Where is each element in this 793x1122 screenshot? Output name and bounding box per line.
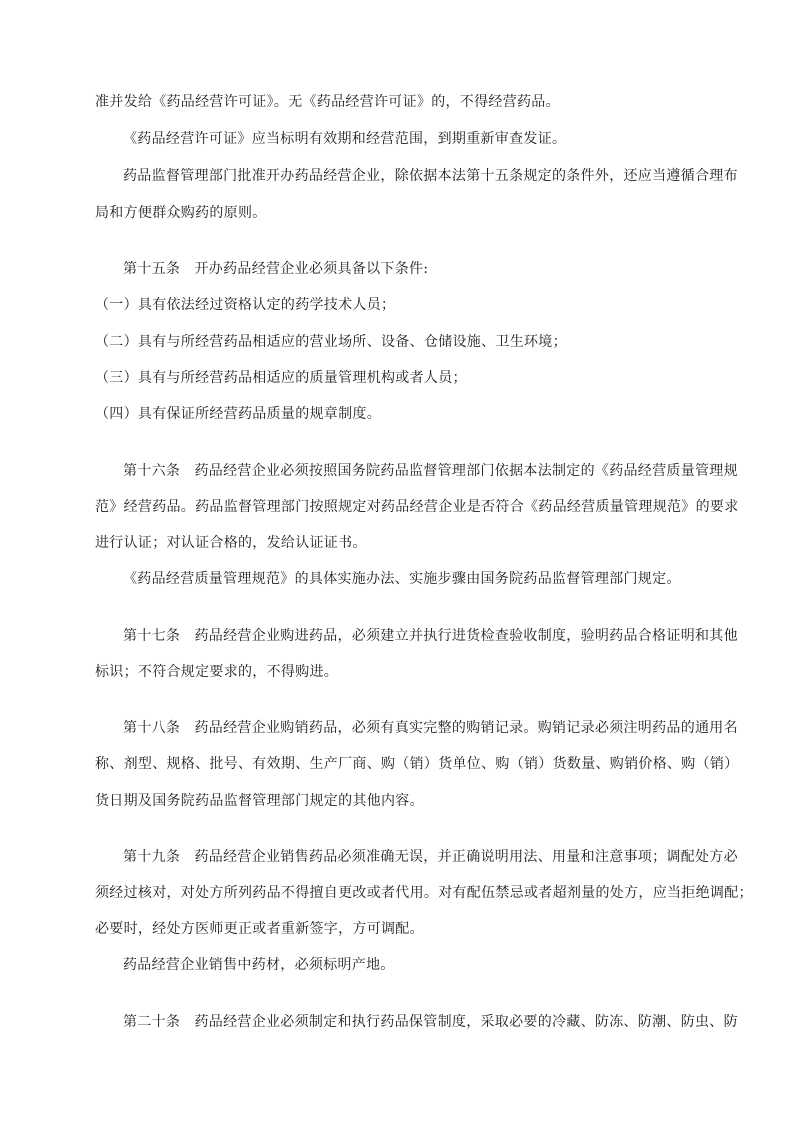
list-item: （四）具有保证所经营药品质量的规章制度。 [95,406,381,422]
list-item: （一）具有依法经过资格认定的药学技术人员； [95,297,396,313]
text-line: 进行认证；对认证合格的，发给认证证书。 [95,535,367,551]
article-heading: 第二十条 药品经营企业必须制定和执行药品保管制度，采取必要的冷藏、防冻、防潮、防虫、防 [123,1014,738,1030]
text-line: 药品监督管理部门批准开办药品经营企业，除依据本法第十五条规定的条件外，还应当遵循合理布 [123,168,738,184]
text-line: 范》经营药品。药品监督管理部门按照规定对药品经营企业是否符合《药品经营质量管理规范》的要求 [95,499,739,515]
article-heading: 第十八条 药品经营企业购销药品，必须有真实完整的购销记录。购销记录必须注明药品的通用名 [123,720,738,736]
text-line: 准并发给《药品经营许可证》。无《药品经营许可证》的，不得经营药品。 [95,94,560,110]
text-line: 货日期及国务院药品监督管理部门规定的其他内容。 [95,793,424,809]
article-heading: 第十九条 药品经营企业销售药品必须准确无误，并正确说明用法、用量和注意事项；调配处方必 [123,849,738,865]
text-line: 局和方便群众购药的原则。 [95,205,267,221]
list-item: （三）具有与所经营药品相适应的质量管理机构或者人员； [95,370,467,386]
article-heading: 第十六条 药品经营企业必须按照国务院药品监督管理部门依据本法制定的《药品经营质量管理规 [123,463,738,479]
text-line: 须经过核对，对处方所列药品不得擅自更改或者代用。对有配伍禁忌或者超剂量的处方，应当拒绝调配； [95,885,753,901]
text-line: 标识；不符合规定要求的，不得购进。 [95,664,339,680]
list-item: （二）具有与所经营药品相适应的营业场所、设备、仓储设施、卫生环境； [95,334,567,350]
text-line: 称、剂型、规格、批号、有效期、生产厂商、购（销）货单位、购（销）货数量、购销价格、购（销） [95,756,739,772]
text-line: 必要时，经处方医师更正或者重新签字，方可调配。 [95,921,424,937]
text-line: 《药品经营质量管理规范》的具体实施办法、实施步骤由国务院药品监督管理部门规定。 [123,571,681,587]
text-line: 药品经营企业销售中药材，必须标明产地。 [123,957,395,973]
article-heading: 第十七条 药品经营企业购进药品，必须建立并执行进货检查验收制度，验明药品合格证明和其他 [123,628,738,644]
text-line: 《药品经营许可证》应当标明有效期和经营范围，到期重新审查发证。 [123,131,567,147]
article-heading: 第十五条 开办药品经营企业必须具备以下条件: [123,261,429,277]
